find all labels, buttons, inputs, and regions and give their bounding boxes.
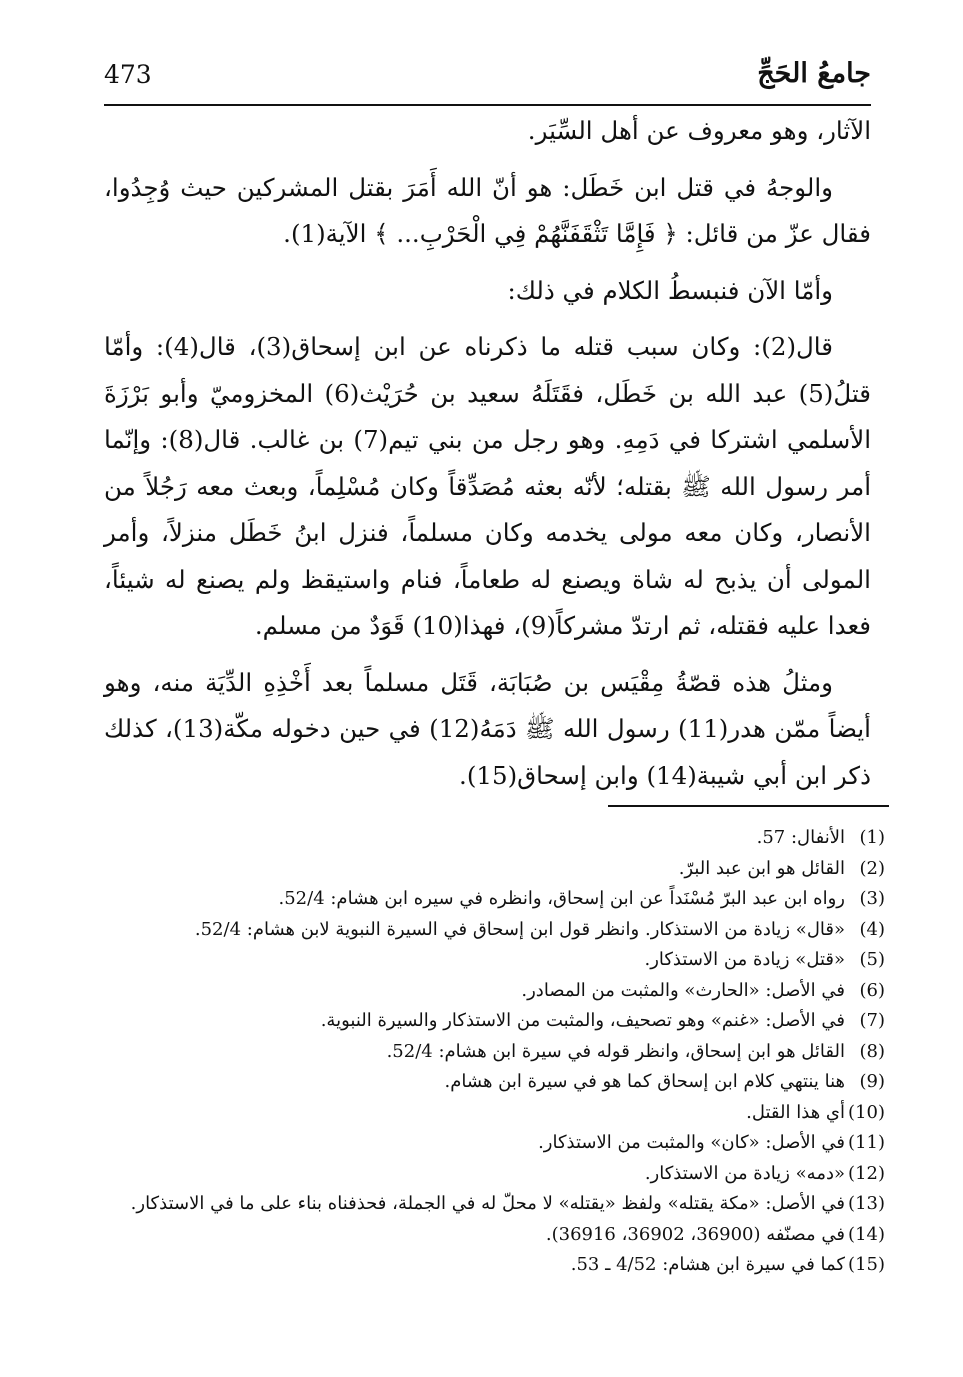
footnote-number: (5) [859,949,885,970]
footnote-text: في الأصل: «كان» والمثبت من الاستذكار. [538,1132,845,1153]
footnote-number: (4) [859,918,885,940]
footnote [100,915,885,946]
footnote-text: في الأصل: «مكة يقتله» ولفظ «يقتله» لا محلّ له في الجملة، فحذفناه بناء على ما في الاستذكار. [130,1193,845,1214]
paragraph: وأمّا الآن فنبسطُ الكلام في ذلك: [507,275,833,305]
footnote-text: أي هذا القتل. [746,1101,845,1123]
footnote-text: هنا ينتهي كلام ابن إسحاق كما هو في سيرة ابن هشام. [444,1071,845,1092]
page-number: 473 [104,60,152,89]
footnote-number: (13) [848,1193,885,1214]
footnote-number: (11) [848,1132,885,1153]
footnote-number: (9) [859,1071,885,1092]
footnote-divider [608,805,889,807]
footnote-number: (6) [859,979,885,1001]
footnote-text: القائل هو ابن إسحاق، وانظر قوله في سيرة ابن هشام: 52/4. [386,1040,845,1062]
paragraph: الآثار، وهو معروف عن أهل السِّيَر. [527,116,871,145]
footnote-number: (1) [859,827,885,848]
footnote [100,1037,885,1068]
footnote-text: «قتل» زيادة من الاستذكار. [644,949,845,970]
footnote-text: رواه ابن عبد البرّ مُسْنَداً عن ابن إسحاق، وانظره في سيره ابن هشام: 52/4. [278,888,845,909]
footnote-number: (3) [859,888,885,909]
footnote-text: «قال» زيادة من الاستذكار. وانظر قول ابن إسحاق في السيرة النبوية لابن هشام: 52/4. [194,918,845,940]
header-divider [104,104,871,106]
footnote [100,1159,885,1190]
footnote [100,854,885,885]
paragraph: قال(2): وكان سبب قتله ما ذكرناه عن ابن إسحاق(3)، قال(4): وأمّا قتلُ(5) عبد الله بن خَطَل، فقَتَلَهُ سعيد بن حُرَيْث(6) المخزوميّ وأبو بَرْزَةَ الأسلمي اشتركا في دَمِهِ. وهو رجل من بني تيم(7) بن غالب. قال(8): وإنّما أمر رسول الله ﷺ بقتله؛ لأنّه بعثه مُصَدِّقاً وكان مُسْلِماً، وبعث معه رَجُلاً من الأنصار، وكان معه مولى يخدمه وكان مسلماً، فنزل ابنُ خَطَل منزلاً، وأمر المولى أن يذبح له شاة ويصنع له طعاماً، فنام واستيقظ ولم يصنع له شيئاً، فعدا عليه فقتله، ثم ارتدّ مشركاً(9)، فهذا(10) قَوَدٌ من مسلم. [104,332,872,640]
footnote [100,1128,885,1159]
footnote-number: (8) [859,1040,885,1062]
footnote-text: في الأصل: «الحارث» والمثبت من المصادر. [521,979,845,1001]
footnote [100,1189,885,1220]
footnote-number: (15) [848,1254,885,1275]
footnote-number: (10) [848,1101,885,1123]
footnote [100,884,885,915]
footnote [100,1006,885,1037]
footnote [100,1250,885,1281]
footnote-number: (7) [859,1010,885,1031]
footnote [100,1220,885,1251]
paragraph: والوجهُ في قتل ابن خَطَل: هو أنّ الله أَمَرَ بقتل المشركين حيث وُجِدُوا، فقال عزّ من قائل: ﴿ فَإِمَّا تَثْقَفَنَّهُمْ فِي الْحَرْبِ... ﴾ الآية(1). [104,172,871,248]
footnote-text: كما في سيرة ابن هشام: 4/52 ـ 53. [570,1254,845,1275]
paragraph: ومثلُ هذه قصّةُ مِقْيَس بن صُبَابَة، قَتَل مسلماً بعد أَخْذِهِ الدِّيَة منه، وهو أيضاً ممّن هدر(11) رسول الله ﷺ دَمَهُ(12) في حين دخوله مكّة(13)، كذلك ذكر ابن أبي شيبة(14) وابن إسحاق(15). [104,667,871,790]
main-text [104,108,871,809]
footnote-text: في الأصل: «غنم» وهو تصحيف، والمثبت من الاستذكار والسيرة النبوية. [320,1010,845,1031]
footnotes [100,823,885,1281]
running-title: جامعُ الحَجِّ [757,58,871,89]
footnote-number: (12) [848,1162,885,1184]
footnote-text: القائل هو ابن عبد البرّ. [678,857,845,879]
footnote [100,976,885,1007]
footnote [100,945,885,976]
footnote-text: «دمه» زيادة من الاستذكار. [644,1162,845,1184]
footnote [100,1067,885,1098]
footnote [100,823,885,854]
footnote [100,1098,885,1129]
footnote-text: في مصنّفه (36900، 36902، 36916). [545,1223,845,1245]
footnote-number: (14) [848,1223,885,1245]
footnote-number: (2) [859,857,885,879]
footnote-text: الأنفال: 57. [756,827,845,848]
